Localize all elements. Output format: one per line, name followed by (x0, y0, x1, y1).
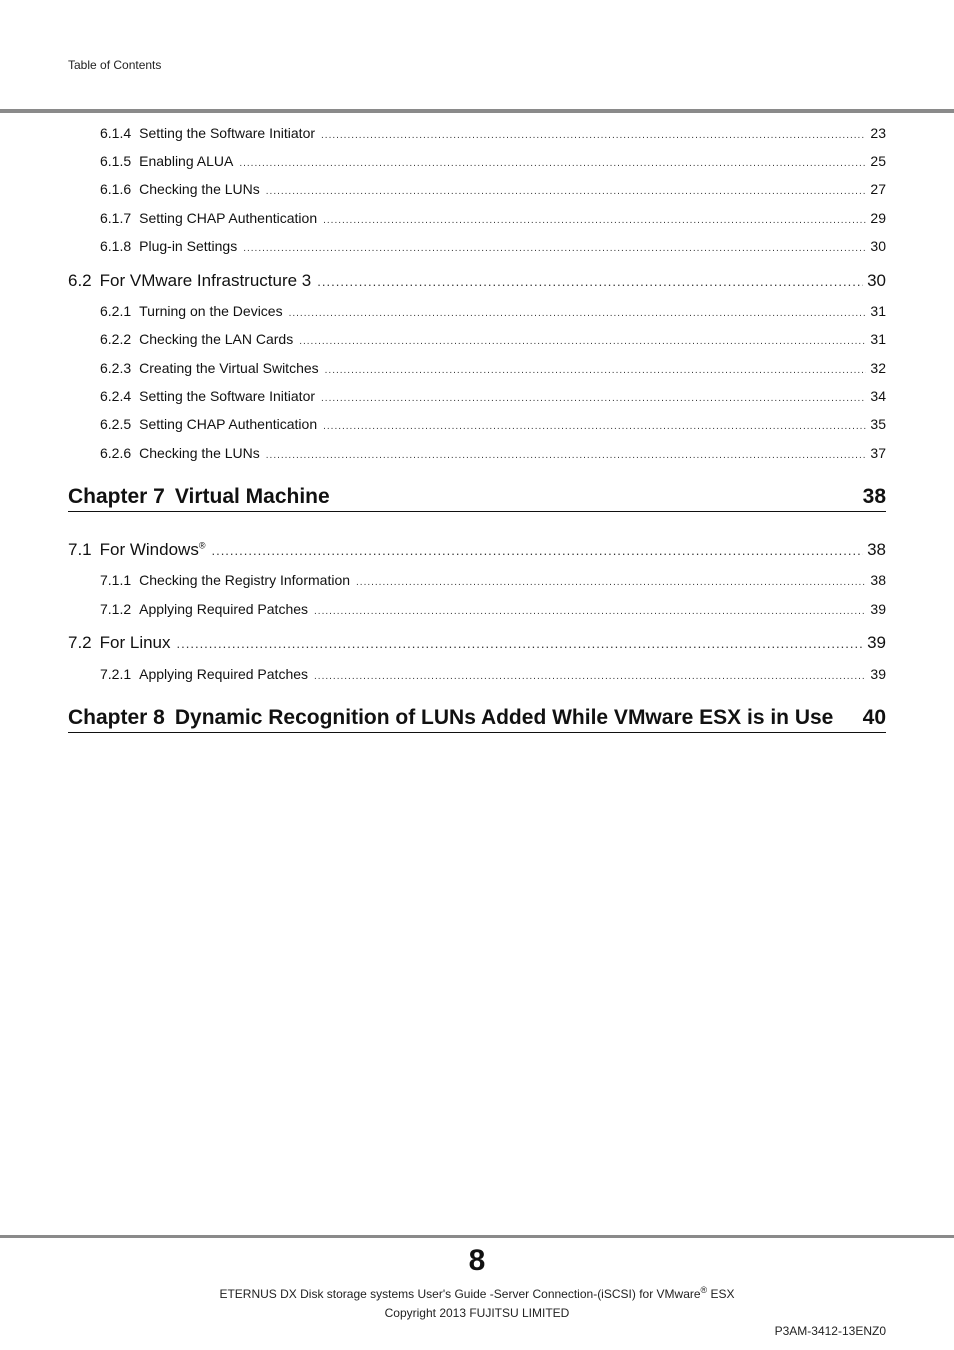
toc-section-title: For Linux (99, 633, 171, 652)
toc-entry-page: 39 (870, 601, 886, 617)
toc-section-title: For VMware Infrastructure 3 (99, 271, 312, 290)
toc-entry-page: 38 (870, 572, 886, 588)
dot-leader (314, 606, 866, 617)
toc-entry-title: Plug-in Settings (139, 238, 238, 254)
dot-leader (321, 393, 866, 404)
toc-entry-number: 6.2.4 (100, 388, 132, 404)
toc-section-number: 7.2 (68, 633, 92, 652)
dot-leader (317, 274, 863, 289)
toc-section-title-text: For Windows (99, 540, 199, 559)
toc-entry-7-1-1[interactable] (100, 572, 886, 592)
toc-entry-6-1-7[interactable] (100, 210, 886, 230)
toc-entry-number: 7.2.1 (100, 666, 132, 682)
toc-entry-page: 31 (870, 303, 886, 319)
toc-entry-title: Turning on the Devices (139, 303, 283, 319)
dot-leader (356, 577, 866, 588)
toc-section-title (100, 540, 206, 560)
toc-entry-6-1-8[interactable] (100, 238, 886, 258)
toc-chapter-page: 38 (862, 485, 886, 508)
toc-entry-title: Setting the Software Initiator (139, 388, 316, 404)
dot-leader (289, 308, 867, 319)
dot-leader (266, 186, 867, 197)
footer-title-suffix: ESX (707, 1287, 735, 1301)
toc-entry-title: Creating the Virtual Switches (139, 360, 319, 376)
toc-entry-number: 6.1.7 (100, 210, 132, 226)
toc-entry-page: 37 (870, 445, 886, 461)
toc-chapter-number: Chapter 7 (68, 485, 165, 508)
dot-leader (177, 636, 864, 651)
document-code: P3AM-3412-13ENZ0 (774, 1324, 886, 1338)
toc-entry-number: 7.1.2 (100, 601, 132, 617)
toc-entry-title: Enabling ALUA (139, 153, 234, 169)
toc-entry-page: 31 (870, 331, 886, 347)
toc-entry-title: Checking the LUNs (139, 181, 260, 197)
toc-entry-page: 29 (870, 210, 886, 226)
toc-entry-page: 39 (870, 666, 886, 682)
footer-title-main: ETERNUS DX Disk storage systems User's Guide -Server Connection-(iSCSI) for VMware (219, 1287, 701, 1301)
toc-entry-title: Applying Required Patches (139, 601, 309, 617)
page-number: 8 (468, 1244, 486, 1277)
registered-mark: ® (198, 540, 206, 551)
toc-entry-title: Setting CHAP Authentication (139, 210, 318, 226)
dot-leader (211, 543, 863, 558)
dot-leader (314, 671, 866, 682)
toc-entry-number: 6.1.8 (100, 238, 132, 254)
toc-chapter-title: Virtual Machine (174, 485, 330, 508)
toc-entry-6-2-1[interactable] (100, 303, 886, 323)
dot-leader (321, 130, 866, 141)
toc-entry-number: 6.2.6 (100, 445, 132, 461)
toc-section-page: 39 (867, 633, 886, 652)
toc-entry-7-1-2[interactable] (100, 601, 886, 621)
toc-entry-6-1-5[interactable] (100, 153, 886, 173)
toc-section-7-1[interactable] (68, 540, 886, 564)
toc-entry-page: 25 (870, 153, 886, 169)
toc-entry-page: 32 (870, 360, 886, 376)
toc-entry-6-2-2[interactable] (100, 331, 886, 351)
toc-entry-title: Checking the Registry Information (139, 572, 351, 588)
toc-entry-6-1-6[interactable] (100, 181, 886, 201)
toc-section-6-2[interactable] (68, 271, 886, 295)
toc-entry-number: 6.1.5 (100, 153, 132, 169)
toc-entry-number: 6.2.3 (100, 360, 132, 376)
toc-entry-6-2-6[interactable] (100, 445, 886, 465)
toc-entry-title: Setting CHAP Authentication (139, 416, 318, 432)
toc-entry-page: 34 (870, 388, 886, 404)
dot-leader (323, 421, 866, 432)
toc-entry-number: 6.2.1 (100, 303, 132, 319)
toc-entry-number: 7.1.1 (100, 572, 132, 588)
toc-entry-title: Setting the Software Initiator (139, 125, 316, 141)
toc-section-page: 38 (867, 540, 886, 559)
toc-entry-6-1-4[interactable] (100, 125, 886, 145)
toc-entry-title: Applying Required Patches (139, 666, 309, 682)
toc-entry-6-2-3[interactable] (100, 360, 886, 380)
toc-entry-page: 23 (870, 125, 886, 141)
header-rule (0, 109, 954, 113)
footer-copyright: Copyright 2013 FUJITSU LIMITED (384, 1306, 570, 1320)
toc-chapter-heading (68, 485, 330, 509)
toc-entry-number: 6.2.2 (100, 331, 132, 347)
toc-chapter-8[interactable] (68, 706, 886, 733)
toc-entry-title: Checking the LUNs (139, 445, 260, 461)
dot-leader (243, 243, 866, 254)
toc-section-7-2[interactable] (68, 633, 886, 657)
toc-chapter-number: Chapter 8 (68, 706, 165, 729)
toc-chapter-heading (68, 706, 833, 730)
toc-entry-page: 30 (870, 238, 886, 254)
toc-chapter-title: Dynamic Recognition of LUNs Added While VMware ESX is in Use (174, 706, 834, 729)
toc-section-number: 7.1 (68, 540, 92, 559)
dot-leader (323, 215, 866, 226)
footer-rule (0, 1235, 954, 1238)
registered-mark: ® (700, 1285, 708, 1295)
dot-leader (325, 365, 867, 376)
toc-entry-number: 6.1.4 (100, 125, 132, 141)
toc-entry-number: 6.2.5 (100, 416, 132, 432)
toc-chapter-page: 40 (862, 706, 886, 729)
toc-entry-page: 35 (870, 416, 886, 432)
dot-leader (299, 336, 866, 347)
toc-entry-page: 27 (870, 181, 886, 197)
dot-leader (266, 450, 867, 461)
toc-entry-7-2-1[interactable] (100, 666, 886, 686)
toc-entry-6-2-4[interactable] (100, 388, 886, 408)
running-head: Table of Contents (68, 58, 162, 72)
footer-document-title (0, 1287, 954, 1301)
toc-entry-title: Checking the LAN Cards (139, 331, 294, 347)
toc-section-page: 30 (867, 271, 886, 290)
toc-section-number: 6.2 (68, 271, 92, 290)
toc-entry-6-2-5[interactable] (100, 416, 886, 436)
toc-chapter-7[interactable] (68, 485, 886, 512)
dot-leader (239, 158, 866, 169)
toc-entry-number: 6.1.6 (100, 181, 132, 197)
